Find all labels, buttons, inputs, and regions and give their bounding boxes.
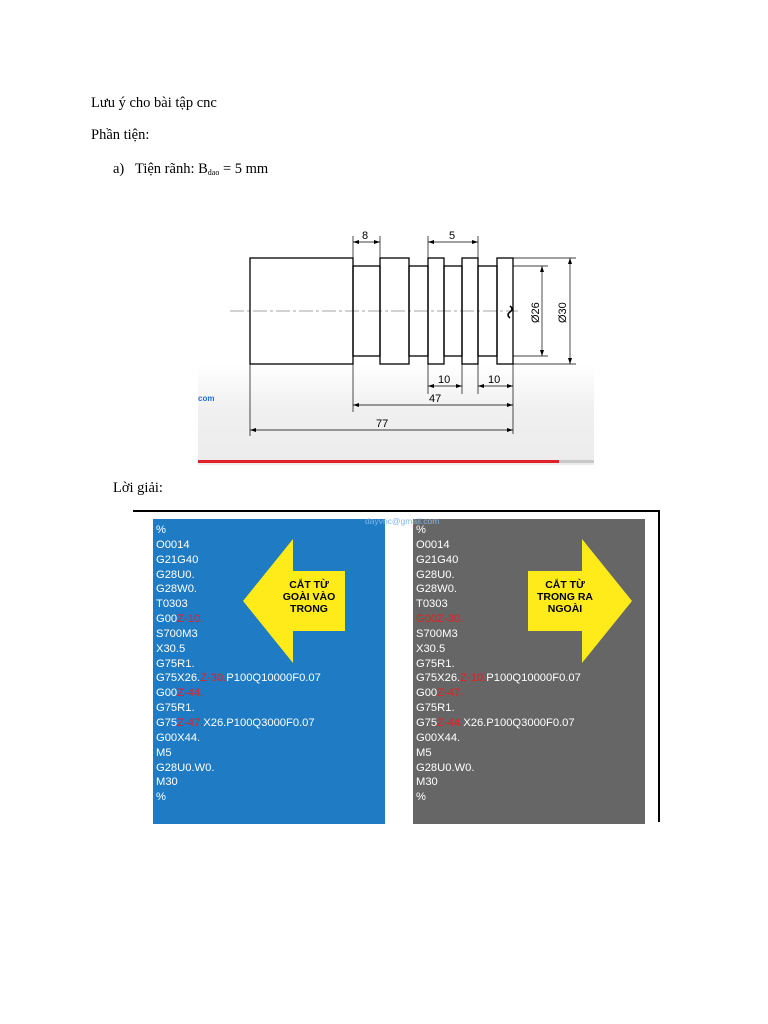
code-panel-outside-in (153, 519, 385, 824)
code-line (156, 731, 321, 746)
dim-47: 47 (429, 393, 442, 405)
shaft-drawing (198, 222, 594, 465)
code-token: M30 (416, 776, 438, 789)
dim-5: 5 (449, 230, 456, 242)
code-line (156, 671, 321, 686)
code-line (156, 686, 321, 701)
code-token: T0303 (416, 598, 448, 611)
code-token: M30 (156, 776, 178, 789)
red-baseline (198, 460, 559, 463)
code-token: G21G40 (416, 553, 459, 566)
code-token: G00 (156, 687, 178, 700)
code-token: G75 (156, 716, 178, 729)
code-token: O0014 (156, 538, 190, 551)
code-token: S700M3 (156, 627, 198, 640)
code-token: G00 (416, 687, 438, 700)
code-token: X26.P100Q3000F0.07 (463, 716, 575, 729)
item-subscript: dao (207, 168, 220, 177)
code-token: G00X44. (156, 731, 201, 744)
code-line (156, 775, 321, 790)
code-line (156, 523, 321, 538)
dim-77: 77 (376, 418, 389, 430)
code-token: G00 (156, 613, 178, 626)
email-watermark: dayvnc@gmail.com (365, 516, 440, 526)
code-token: G28U0. (416, 568, 455, 581)
code-token: G28U0. (156, 568, 195, 581)
dim-10-right: 10 (488, 374, 501, 386)
item-rest: = 5 mm (219, 161, 269, 177)
code-token: G75R1. (416, 702, 455, 715)
code-line (416, 671, 581, 686)
code-highlight: Z-30. (200, 672, 227, 685)
code-token: G75R1. (416, 657, 455, 670)
code-line (156, 746, 321, 761)
code-token: % (156, 791, 166, 804)
code-line (416, 775, 581, 790)
code-token: % (156, 524, 166, 536)
dim-10-left: 10 (438, 374, 451, 386)
code-token: G28W0. (416, 583, 458, 596)
code-highlight: Z-10. (460, 672, 487, 685)
code-token: G75X26. (416, 672, 461, 685)
code-token: G75R1. (156, 657, 195, 670)
code-highlight: Z-44. (437, 716, 464, 729)
frame-top-border (133, 510, 660, 512)
left-arrow-label: CẮT TỪ GOÀI VÀO TRONG (282, 579, 336, 615)
code-token: O0014 (416, 538, 450, 551)
code-token: X30.5 (156, 642, 186, 655)
code-token: S700M3 (416, 627, 458, 640)
code-panel-inside-out (413, 519, 645, 824)
code-token: P100Q10000F0.07 (226, 672, 321, 685)
code-token: G00X44. (416, 731, 461, 744)
code-highlight: Z-10. (177, 613, 204, 626)
code-token: G75X26. (156, 672, 201, 685)
code-token: G75 (416, 716, 438, 729)
gray-baseline (559, 460, 594, 463)
item-text: Tiện rãnh: B (135, 161, 208, 177)
code-highlight: Z-44. (177, 687, 204, 700)
code-token: T0303 (156, 598, 188, 611)
code-token: X26.P100Q3000F0.07 (203, 716, 315, 729)
break-mark (508, 306, 512, 318)
list-marker: a) (113, 161, 125, 177)
code-line (416, 761, 581, 776)
section-title: Phần tiện: (91, 127, 150, 143)
code-line (416, 701, 581, 716)
heading-note: Lưu ý cho bài tập cnc (91, 95, 217, 111)
dim-dia30: Ø30 (557, 302, 569, 323)
code-token: G28W0. (156, 583, 198, 596)
code-line (156, 790, 321, 805)
dim-dia26: Ø26 (530, 302, 542, 323)
solution-label: Lời giải: (113, 480, 163, 496)
code-token: G75R1. (156, 702, 195, 715)
code-token: G21G40 (156, 553, 199, 566)
code-comparison-figure (133, 510, 660, 822)
code-line (416, 716, 581, 731)
code-line (416, 686, 581, 701)
dim-8: 8 (362, 230, 369, 242)
code-line (416, 790, 581, 805)
code-token: G28U0.W0. (416, 761, 475, 774)
code-token: % (416, 524, 426, 536)
code-token: G28U0.W0. (156, 761, 215, 774)
code-highlight: Z-47. (177, 716, 204, 729)
right-arrow-label: CẮT TỪ TRONG RA NGOÀI (537, 579, 593, 615)
drawing-background (198, 365, 594, 465)
code-token: % (416, 791, 426, 804)
code-token: X30.5 (416, 642, 446, 655)
code-token: M5 (416, 746, 432, 759)
code-highlight: G00Z-30. (416, 613, 464, 626)
code-token: M5 (156, 746, 172, 759)
code-line (416, 746, 581, 761)
code-line (156, 701, 321, 716)
code-token: P100Q10000F0.07 (486, 672, 581, 685)
list-item-a (113, 161, 268, 178)
watermark-text: com (198, 394, 215, 403)
code-line (416, 731, 581, 746)
code-line (416, 523, 581, 538)
code-line (156, 716, 321, 731)
code-line (156, 761, 321, 776)
code-highlight: Z-47. (437, 687, 464, 700)
frame-right-border (658, 510, 660, 822)
